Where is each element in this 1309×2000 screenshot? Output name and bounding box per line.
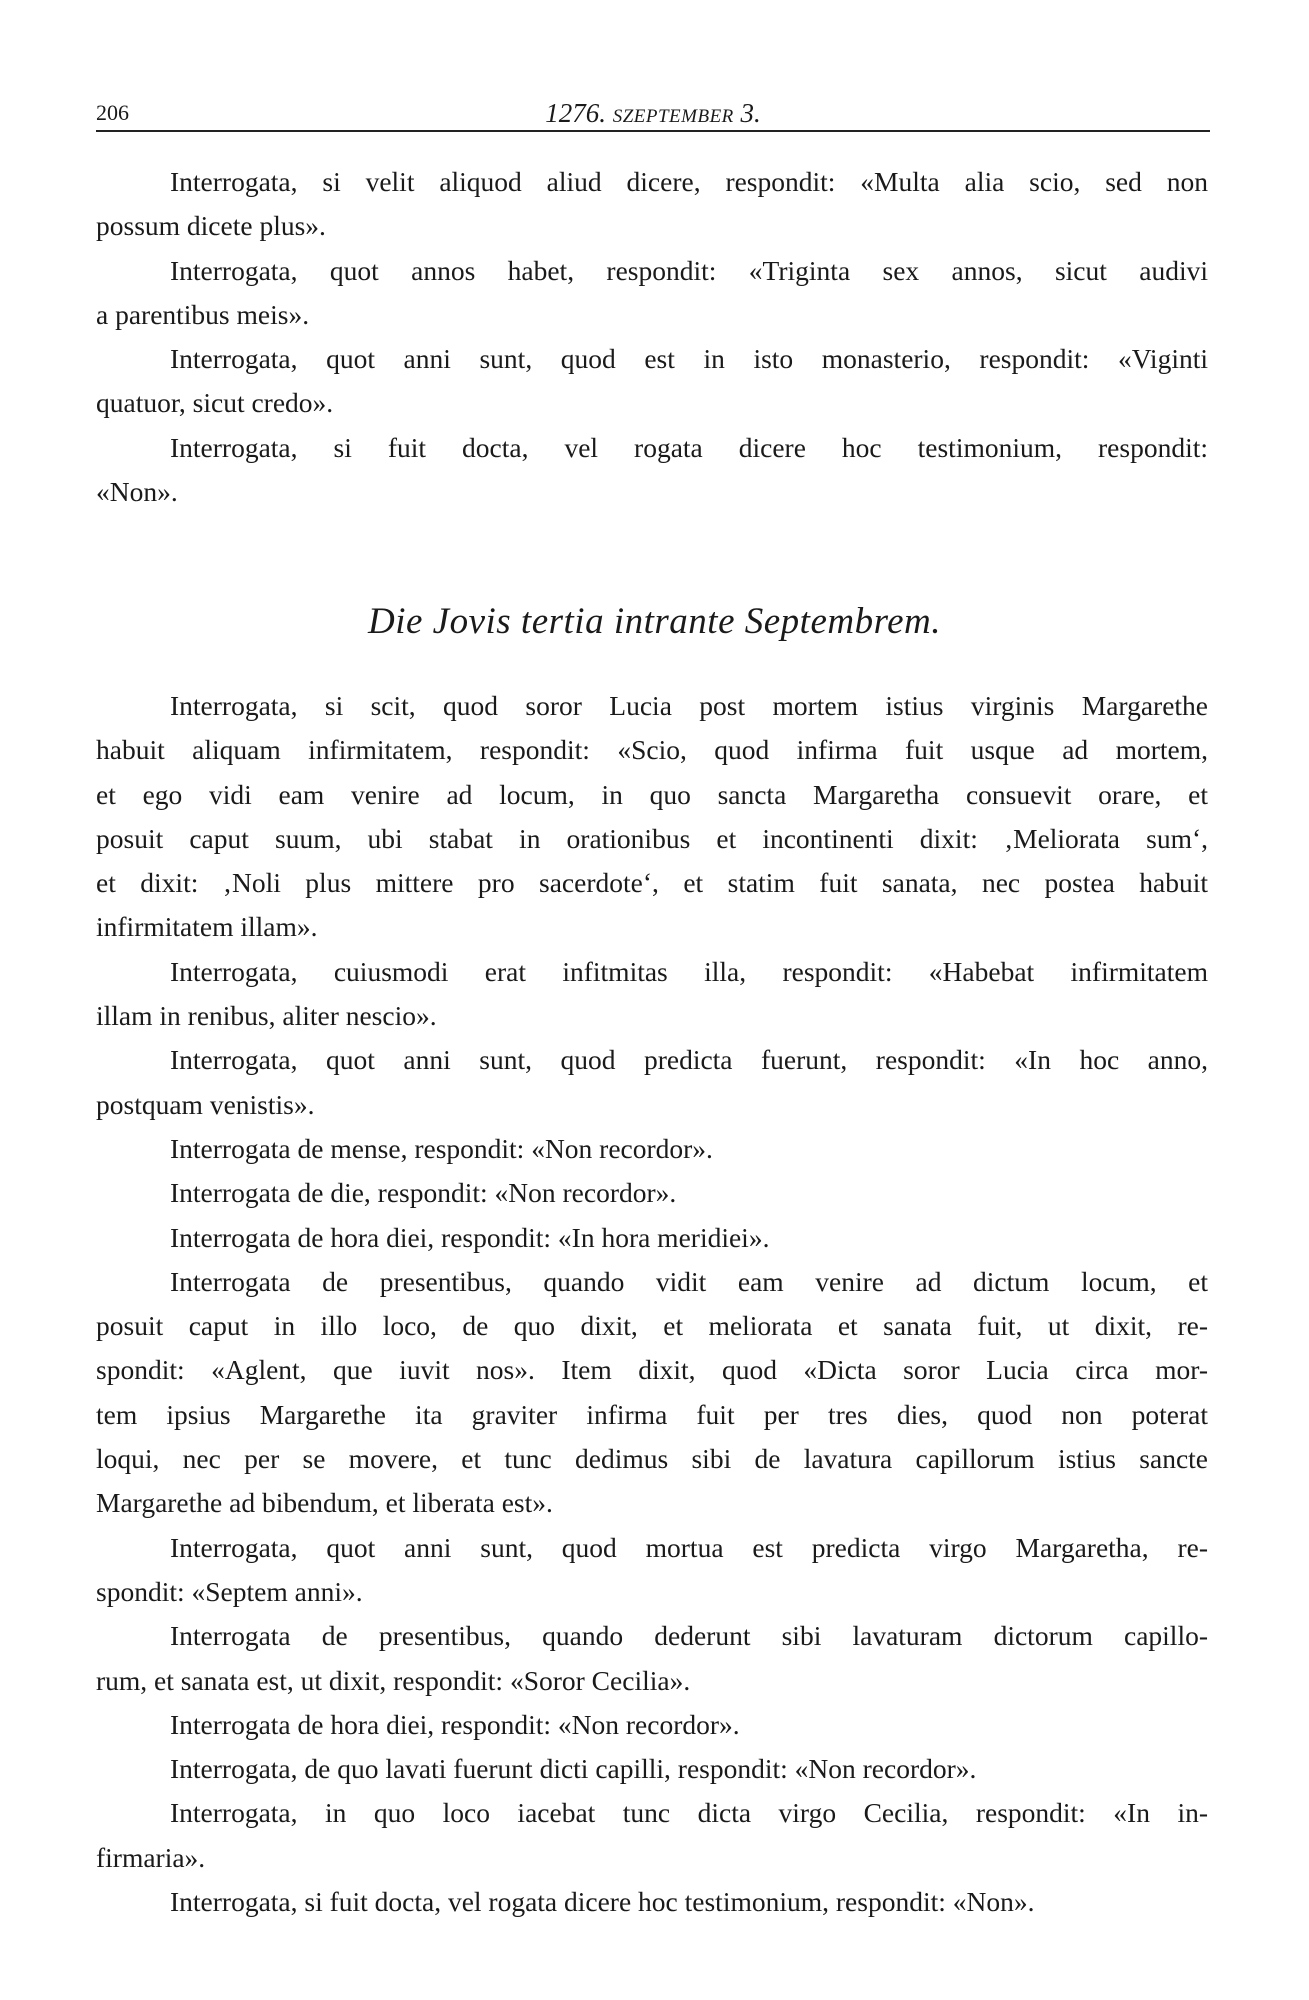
text-line: «Non». [96,476,178,508]
text-line: a parentibus meis». [96,298,310,330]
paragraph [96,1216,1208,1260]
paragraph [96,684,1208,950]
text-line: habuit aliquam infirmitatem, respondit: «Scio, quod infirma fuit usque ad mortem, [96,734,1208,766]
section-heading: Die Jovis tertia intrante Septembrem. [367,601,942,642]
paragraph [96,1127,1208,1171]
paragraph [96,1614,1208,1703]
running-header [96,98,1210,132]
text-line: spondit: «Septem anni». [96,1575,363,1607]
paragraph [96,1526,1208,1615]
paragraph [96,1791,1208,1880]
text-line: Interrogata, de quo lavati fuerunt dicti capilli, respondit: «Non recordor». [170,1753,977,1785]
text-line: et dixit: ‚Noli plus mittere pro sacerdote‘, et statim fuit sanata, nec postea habuit [96,867,1208,899]
paragraph [96,1703,1208,1747]
text-line: Interrogata, quot annos habet, respondit: «Triginta sex annos, sicut audivi [170,254,1208,286]
paragraph [96,249,1208,338]
paragraph [96,1038,1208,1127]
paragraph [96,950,1208,1039]
text-line: loqui, nec per se movere, et tunc dedimus sibi de lavatura capillorum istius sancte [96,1443,1208,1475]
section-testimony-1 [96,160,1208,514]
text-line: Interrogata de mense, respondit: «Non recordor». [170,1132,713,1164]
text-line: posuit caput suum, ubi stabat in orationibus et incontinenti dixit: ‚Meliorata sum‘, [96,822,1208,854]
text-line: quatuor, sicut credo». [96,387,334,419]
text-line: Interrogata, quot anni sunt, quod mortua est predicta virgo Margaretha, re- [170,1531,1208,1563]
page-number: 206 [96,100,129,125]
text-line: Interrogata de hora diei, respondit: «Non recordor». [170,1708,740,1740]
text-line: tem ipsius Margarethe ita graviter infirma fuit per tres dies, quod non poterat [96,1398,1208,1430]
text-line: postquam venistis». [96,1088,315,1120]
text-line: firmaria». [96,1841,206,1873]
text-line: Interrogata, si fuit docta, vel rogata dicere hoc testimonium, respondit: [170,431,1208,463]
paragraph [96,1171,1208,1215]
text-line: Interrogata de die, respondit: «Non recordor». [170,1177,677,1209]
running-day: 3. [740,98,761,128]
text-line: Interrogata de presentibus, quando vidit eam venire ad dictum locum, et [170,1265,1208,1297]
text-line: infirmitatem illam». [96,911,318,943]
paragraph [96,1880,1208,1924]
text-line: Interrogata, in quo loco iacebat tunc dicta virgo Cecilia, respondit: «In in- [170,1797,1208,1829]
text-line: illam in renibus, aliter nescio». [96,1000,437,1032]
text-line: Interrogata, si velit aliquod aliud dicere, respondit: «Multa alia scio, sed non [170,166,1208,197]
running-month: SZEPTEMBER [612,106,734,127]
text-line: Interrogata, cuiusmodi erat infitmitas illa, respondit: «Habebat infirmitatem [170,955,1208,987]
text-line: et ego vidi eam venire ad locum, in quo sancta Margaretha consuevit orare, et [96,778,1208,810]
text-line: rum, et sanata est, ut dixit, respondit: «Soror Cecilia». [96,1664,691,1696]
text-line: Interrogata, quot anni sunt, quod predicta fuerunt, respondit: «In hoc anno, [170,1044,1208,1076]
text-line: Interrogata de presentibus, quando dederunt sibi lavaturam dictorum capillo- [170,1620,1208,1652]
text-line: spondit: «Aglent, que iuvit nos». Item dixit, quod «Dicta soror Lucia circa mor- [96,1354,1208,1386]
paragraph [96,1260,1208,1526]
section-testimony-2 [96,684,1208,1924]
text-line: Interrogata, si fuit docta, vel rogata dicere hoc testimonium, respondit: «Non». [170,1886,1035,1918]
paragraph [96,1747,1208,1791]
text-line: Interrogata, si scit, quod soror Lucia post mortem istius virginis Margarethe [170,690,1208,721]
text-line: possum dicete plus». [96,210,326,242]
text-line: Interrogata de hora diei, respondit: «In hora meridiei». [170,1221,770,1253]
running-title [96,98,1210,129]
running-year: 1276. [545,98,606,128]
text-line: posuit caput in illo loco, de quo dixit, et meliorata et sanata fuit, ut dixit, re- [96,1310,1208,1342]
text-line: Margarethe ad bibendum, et liberata est». [96,1487,553,1519]
paragraph [96,426,1208,515]
paragraph [96,337,1208,426]
paragraph [96,160,1208,249]
text-line: Interrogata, quot anni sunt, quod est in isto monasterio, respondit: «Viginti [170,343,1208,375]
